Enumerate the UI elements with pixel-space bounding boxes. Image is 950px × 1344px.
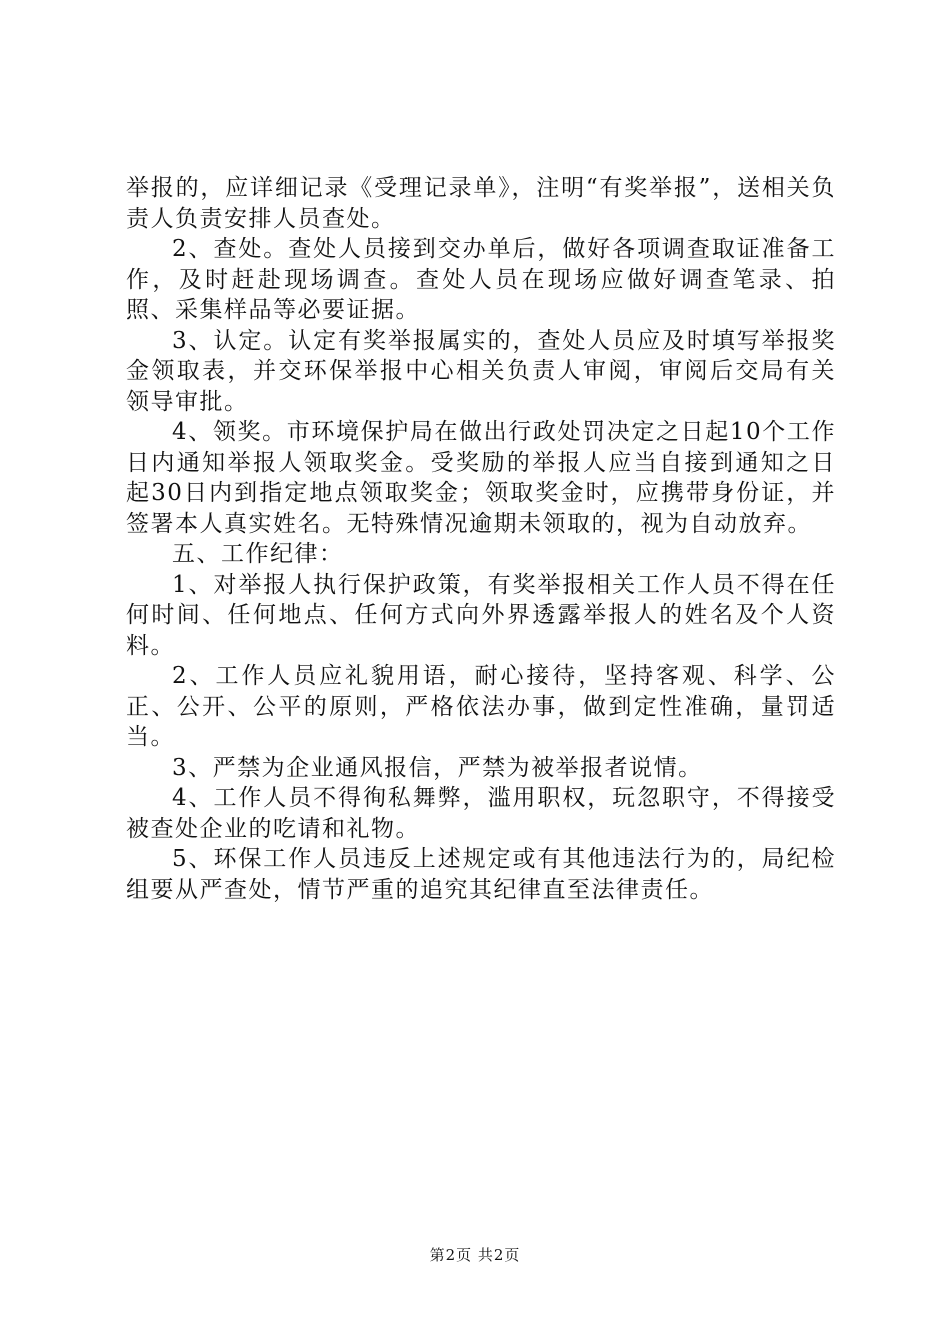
paragraph-continuation: 举报的，应详细记录《受理记录单》，注明“有奖举报”，送相关负责人负责安排人员查处。	[126, 175, 836, 232]
paragraph-discipline-5: 5、环保工作人员违反上述规定或有其他违法行为的，局纪检组要从严查处，情节严重的追究其纪律直至法律责任。	[126, 846, 836, 903]
paragraph-award-collection: 4、领奖。市环境保护局在做出行政处罚决定之日起10个工作日内通知举报人领取奖金。受奖励的举报人应当自接到通知之日起30日内到指定地点领取奖金；领取奖金时，应携带身份证，并签署本人真实姓名。无特殊情况逾期未领取的，视为自动放弃。	[126, 419, 836, 537]
paragraph-discipline-2: 2、工作人员应礼貌用语，耐心接待，坚持客观、科学、公正、公开、公平的原则，严格依法办事，做到定性准确，量罚适当。	[126, 663, 836, 750]
document-body	[126, 173, 836, 905]
section-heading-work-discipline: 五、工作纪律：	[172, 541, 344, 567]
paragraph-investigation: 2、查处。查处人员接到交办单后，做好各项调查取证准备工作，及时赶赴现场调查。查处人员在现场应做好调查笔录、拍照、采集样品等必要证据。	[126, 236, 836, 323]
paragraph-discipline-4: 4、工作人员不得徇私舞弊，滥用职权，玩忽职守，不得接受被查处企业的吃请和礼物。	[126, 785, 836, 842]
paragraph-discipline-3: 3、严禁为企业通风报信，严禁为被举报者说情。	[172, 754, 703, 781]
page-number-footer: 第2页 共2页	[429, 1246, 521, 1264]
paragraph-discipline-1: 1、对举报人执行保护政策，有奖举报相关工作人员不得在任何时间、任何地点、任何方式向外界透露举报人的姓名及个人资料。	[126, 571, 836, 659]
paragraph-determination: 3、认定。认定有奖举报属实的，查处人员应及时填写举报奖金领取表，并交环保举报中心相关负责人审阅，审阅后交局有关领导审批。	[126, 327, 836, 415]
